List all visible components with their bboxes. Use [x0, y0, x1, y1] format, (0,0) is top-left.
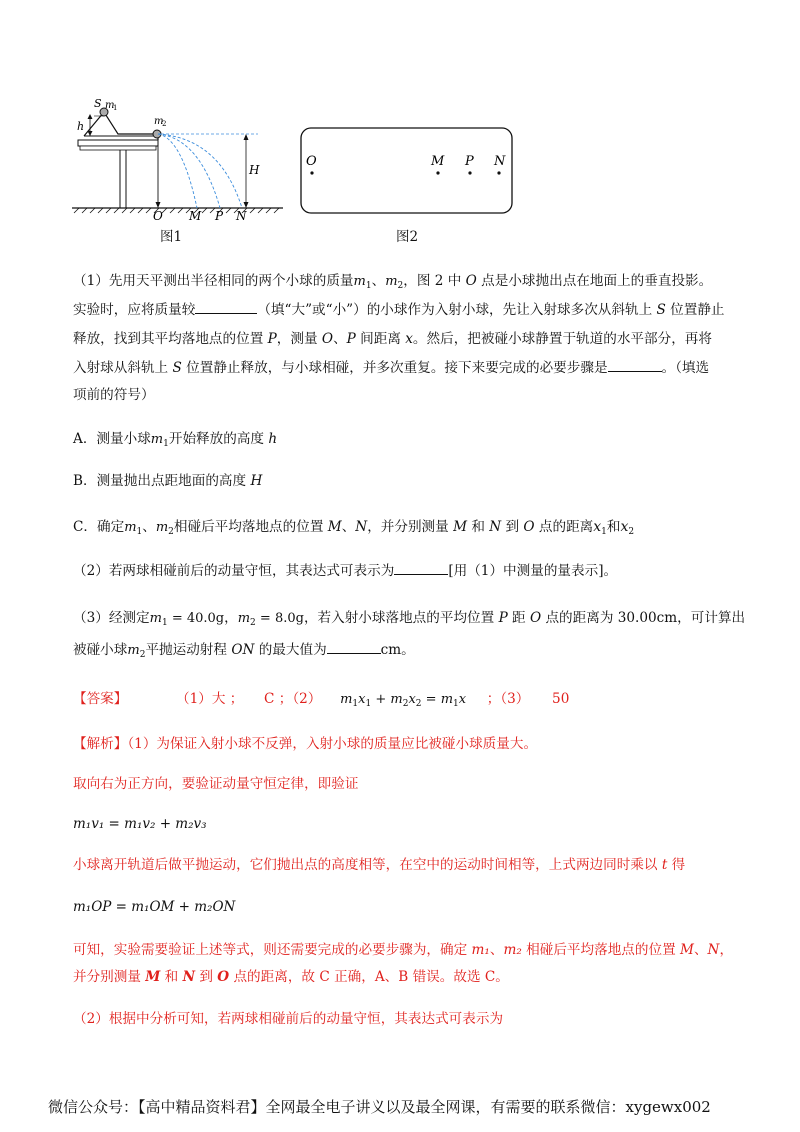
footer-promo: 微信公众号：【高中精品资料君】全网最全电子讲义以及最全网课，有需要的联系微信：xygewx002: [48, 1098, 711, 1116]
analysis-line-1: 【解析】（1）为保证入射小球不反弹，入射小球的质量应比被碰小球质量大。: [73, 736, 538, 752]
label-O: O: [153, 209, 163, 220]
option-a: A．测量小球$m_1$开始释放的高度 h: [73, 431, 278, 449]
label-m1-sub: 1: [113, 104, 118, 112]
q1-line-4: 入射球从斜轨上 S 位置静止释放，与小球相碰，并多次重复。接下来要完成的必要步骤是 。（填选: [73, 354, 709, 383]
label-m1: m: [105, 100, 115, 111]
label-h: h: [77, 120, 85, 133]
figure-2-caption: 图2: [396, 229, 419, 245]
figure-2: [300, 127, 514, 215]
figure-1: [70, 96, 285, 220]
answer-line: 【答案】 （1）大 ； C ；（2） $m_1x_1 + m_2x_2 = m_1x$ ；（3） 50: [73, 691, 570, 709]
analysis-tag: 【解析】: [73, 736, 128, 752]
option-b: B．测量抛出点距地面的高度 H: [73, 473, 263, 489]
q1-line-1: （1）先用天平测出半径相同的两个小球的质量$m_1$、$m_2$，图 2 中 O 点是小球抛出点在地面上的垂直投影。: [73, 273, 713, 291]
analysis-line-2: 取向右为正方向，要验证动量守恒定律，即验证: [73, 776, 359, 792]
analysis-line-3: 小球离开轨道后做平抛运动，它们抛出点的高度相等，在空中的运动时间相等，上式两边同时乘以 t 得: [73, 857, 686, 873]
answer-blank-1: [195, 299, 257, 314]
answer-equation: $m_1x_1 + m_2x_2 = m_1x$: [340, 692, 467, 709]
fig2-label-P: P: [465, 154, 474, 169]
label-N: N: [236, 209, 247, 220]
q1-line-3: 释放，找到其平均落地点的位置 P，测量 O、P 间距离 x。然后，把被碰小球静置于轨道的水平部分，再将: [73, 331, 712, 347]
answer-tag: 【答案】: [73, 691, 128, 707]
label-H: H: [249, 163, 260, 177]
analysis-equation-2: m₁OP = m₁OM + m₂ON: [73, 899, 236, 915]
fig2-label-N: N: [494, 154, 506, 169]
experiment-apparatus-diagram: [70, 96, 285, 220]
analysis-equation-1: m₁v₁ = m₁v₂ + m₂v₃: [73, 816, 207, 832]
fig2-label-M: M: [431, 154, 445, 169]
answer-blank-4: [327, 639, 381, 654]
question-2: （2）若两球相碰前后的动量守恒，其表达式可表示为 [用（1）中测量的量表示]。: [73, 557, 617, 586]
figure-1-caption: 图1: [160, 229, 183, 245]
label-S: S: [94, 97, 102, 110]
analysis-line-6: （2）根据中分析可知，若两球相碰前后的动量守恒，其表达式可表示为: [73, 1011, 504, 1027]
q1-line-2: 实验时，应将质量较 （填“大”或“小”）的小球作为入射小球，先让入射球多次从斜轨上 S 位置静止: [73, 296, 725, 325]
question-3-line-2: 被碰小球$m_2$平抛运动射程 ON 的最大值为 cm。: [73, 636, 415, 670]
answer-blank-2: [608, 357, 662, 372]
analysis-line-4: 可知，实验需要验证上述等式，则还需要完成的必要步骤为，确定 m₁、m₂ 相碰后平均落地点的位置 M、N，: [73, 942, 734, 958]
label-P: P: [215, 209, 224, 220]
analysis-line-5: 并分别测量 M 和 N 到 O 点的距离，故 C 正确，A、B 错误。故选 C。: [73, 969, 509, 985]
q1-line-5: 项前的符号）: [73, 387, 155, 403]
option-c: C．确定$m_1$、$m_2$相碰后平均落地点的位置 M、N，并分别测量 M 和 N 到 O 点的距离$x_1$和$x_2$: [73, 519, 635, 537]
fig2-label-O: O: [306, 154, 317, 169]
landing-points-diagram: [300, 127, 514, 215]
label-m2: m: [154, 116, 164, 127]
question-3-line-1: （3）经测定$m_1 = 40.0g$，$m_2 = 8.0g$，若入射小球落地点的平均位置 P 距 O 点的距离为 30.00cm，可计算出: [73, 610, 746, 628]
answer-blank-3: [394, 560, 448, 575]
label-M: M: [189, 209, 202, 220]
label-m2-sub: 2: [162, 120, 167, 128]
